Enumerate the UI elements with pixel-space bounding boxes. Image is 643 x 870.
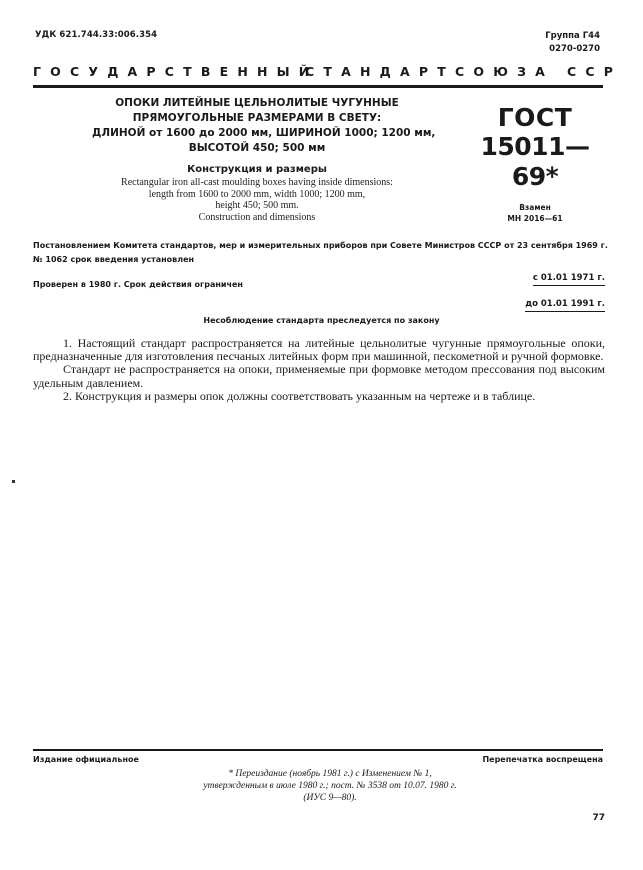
title-line-en: length from 1600 to 2000 mm, width 1000; 1200 mm,: [148, 188, 366, 200]
reissue-line: * Переиздание (ноябрь 1981 г.) с Изменением № 1,: [228, 769, 432, 779]
replaces-block: [460, 202, 610, 224]
gost-label: ГОСТ: [497, 103, 573, 132]
official-edition-label: Издание официальное: [33, 755, 139, 764]
group-code-block: [520, 30, 600, 56]
title-line-ru: ПРЯМОУГОЛЬНЫЕ РАЗМЕРАМИ В СВЕТУ:: [132, 112, 382, 124]
footer-divider: [33, 749, 603, 751]
checked-note: Проверен в 1980 г. Срок действия ограничен: [33, 280, 243, 289]
decree-text: Постановлением Комитета стандартов, мер и измерительных приборов при Совете Министров СССР от 23 сентября 1969 г. № 1062 срок введения установлен: [33, 241, 608, 264]
reprint-forbidden-label: Перепечатка воспрещена: [482, 755, 603, 764]
udk-code: УДК 621.744.33:006.354: [35, 30, 158, 40]
body-paragraph: 1. Настоящий стандарт распространяется на литейные цельнолитые чугунные прямоугольные опоки, предназначенные для изготовления песчаных литейных форм при машинной, пескометной и ручной формовке.: [33, 336, 605, 364]
group-label: Группа Г44: [545, 31, 600, 41]
classification-code: 0270-0270: [549, 44, 600, 54]
subtitle-en: Construction and dimensions: [198, 211, 316, 223]
page-number: 77: [592, 813, 605, 823]
title-line-ru: ОПОКИ ЛИТЕЙНЫЕ ЦЕЛЬНОЛИТЫЕ ЧУГУННЫЕ: [115, 97, 399, 109]
body-text: [33, 337, 605, 403]
body-paragraph: 2. Конструкция и размеры опок должны соответствовать указанным на чертеже и в таблице.: [63, 388, 536, 403]
title-line-en: height 450; 500 mm.: [215, 200, 299, 211]
subtitle-ru: Конструкция и размеры: [187, 164, 327, 175]
gost-number: 15011—69*: [480, 132, 590, 191]
title-line-ru: ВЫСОТОЙ 450; 500 мм: [188, 142, 326, 154]
gost-designation-block: [460, 104, 610, 224]
replaces-label: Взамен: [519, 203, 551, 212]
title-line-ru: ДЛИНОЙ от 1600 до 2000 мм, ШИРИНОЙ 1000; 1200 мм,: [92, 127, 436, 139]
state-standard-header: [33, 64, 623, 79]
header-divider: [33, 85, 603, 88]
body-paragraph: Стандарт не распространяется на опоки, применяемые при формовке методом прессования под высоким удельным давлением.: [33, 362, 605, 390]
standard-title-block: [92, 96, 436, 223]
reissue-line: (ИУС 9—80).: [303, 793, 357, 803]
state-header-word: ГОСУДАРСТВЕННЫЙ: [33, 64, 319, 79]
state-header-word: СТАНДАРТ: [305, 64, 455, 79]
title-line-en: Rectangular iron all-cast moulding boxes having inside dimensions:: [121, 177, 393, 188]
reissue-line: утвержденным в июле 1980 г.; пост. № 3538 от 10.07. 1980 г.: [203, 781, 457, 791]
state-header-word: ССР: [567, 64, 623, 79]
state-header-word: СОЮЗА: [455, 64, 555, 79]
scan-speck: [12, 480, 15, 483]
reissue-footnote: [160, 768, 500, 804]
expiry-date: до 01.01 1991 г.: [525, 299, 605, 312]
intro-date: с 01.01 1971 г.: [533, 273, 605, 286]
replaces-value: МН 2016—61: [507, 214, 563, 223]
expiry-date-block: [500, 293, 605, 312]
law-notice: Несоблюдение стандарта преследуется по закону: [203, 316, 440, 325]
intro-date-block: [500, 267, 605, 286]
